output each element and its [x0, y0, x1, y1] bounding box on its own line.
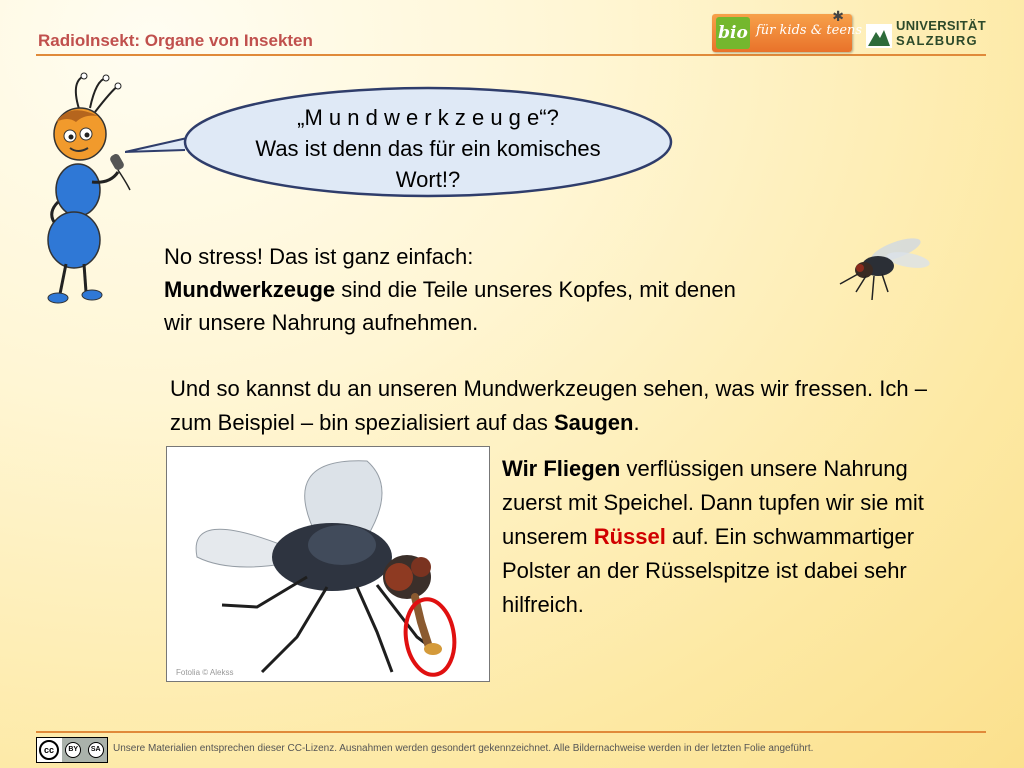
- university-name-line1: UNIVERSITÄT: [896, 18, 986, 33]
- example-text-before: Und so kannst du an unseren Mundwerkzeugen sehen, was wir fressen. Ich – zum Beispiel – bin spezialisiert auf das: [170, 376, 927, 435]
- intro-line-2: [164, 273, 844, 306]
- by-sa-icons: [62, 738, 107, 762]
- cc-license-badge[interactable]: [36, 737, 108, 763]
- by-attribution-icon: BY: [65, 742, 81, 758]
- fly-explanation-paragraph: [502, 452, 932, 622]
- speech-bubble-text: [185, 102, 671, 195]
- example-bold-word: Saugen: [553, 410, 634, 435]
- fly-text-part2: auf. Ein schwammartiger Polster an der Rüsselspitze ist dabei sehr hilfreich.: [502, 524, 915, 617]
- intro-line-2-rest: sind die Teile unseres Kopfes, mit denen: [335, 277, 736, 302]
- footer-divider: [36, 731, 986, 733]
- university-name-line2: SALZBURG: [896, 33, 978, 48]
- speech-line-1: „M u n d w e r k z e u g e“?: [297, 105, 559, 130]
- kids-teens-label: für kids & teens: [756, 23, 863, 38]
- intro-bold-term: Mundwerkzeuge: [164, 277, 336, 302]
- speech-bubble: [185, 84, 671, 196]
- small-fly-icon: [836, 232, 936, 304]
- fly-photo-image: [167, 447, 489, 681]
- footer-license-text: Unsere Materialien entsprechen dieser CC-Lizenz. Ausnahmen werden gesondert gekennzeichnet. Alle Bildernachweise werden in der letzten Folie angeführt.: [113, 743, 814, 754]
- insect-icon: ✱: [832, 8, 844, 24]
- bio-logo-mark: bio: [716, 17, 750, 49]
- university-salzburg-logo: [866, 18, 984, 50]
- ruessel-highlight: Rüssel: [593, 524, 666, 549]
- header-divider: [36, 54, 986, 56]
- speech-line-3: Wort!?: [395, 167, 461, 192]
- slide-header-title: RadioInsekt: Organe von Insekten: [38, 31, 313, 50]
- example-text-after: .: [633, 410, 640, 435]
- university-emblem-icon: [866, 24, 892, 48]
- sa-share-alike-icon: SA: [88, 742, 104, 758]
- cc-icon: cc: [39, 740, 59, 760]
- fly-photo: [166, 446, 490, 682]
- intro-line-1: No stress! Das ist ganz einfach:: [164, 244, 474, 269]
- photo-credit: Fotolia © Alekss: [176, 668, 234, 677]
- fly-bold-start: Wir Fliegen: [502, 456, 621, 481]
- bio-kids-teens-logo: [712, 8, 863, 52]
- fly-text-part1: verflüssigen unsere Nahrung zuerst mit Speichel. Dann tupfen wir sie mit unserem: [502, 456, 924, 549]
- intro-paragraph: [164, 240, 844, 339]
- intro-line-3: wir unsere Nahrung aufnehmen.: [164, 310, 479, 335]
- speech-line-2: Was ist denn das für ein komisches: [255, 136, 601, 161]
- example-paragraph: [170, 372, 930, 440]
- proboscis-highlight-circle: [401, 596, 459, 678]
